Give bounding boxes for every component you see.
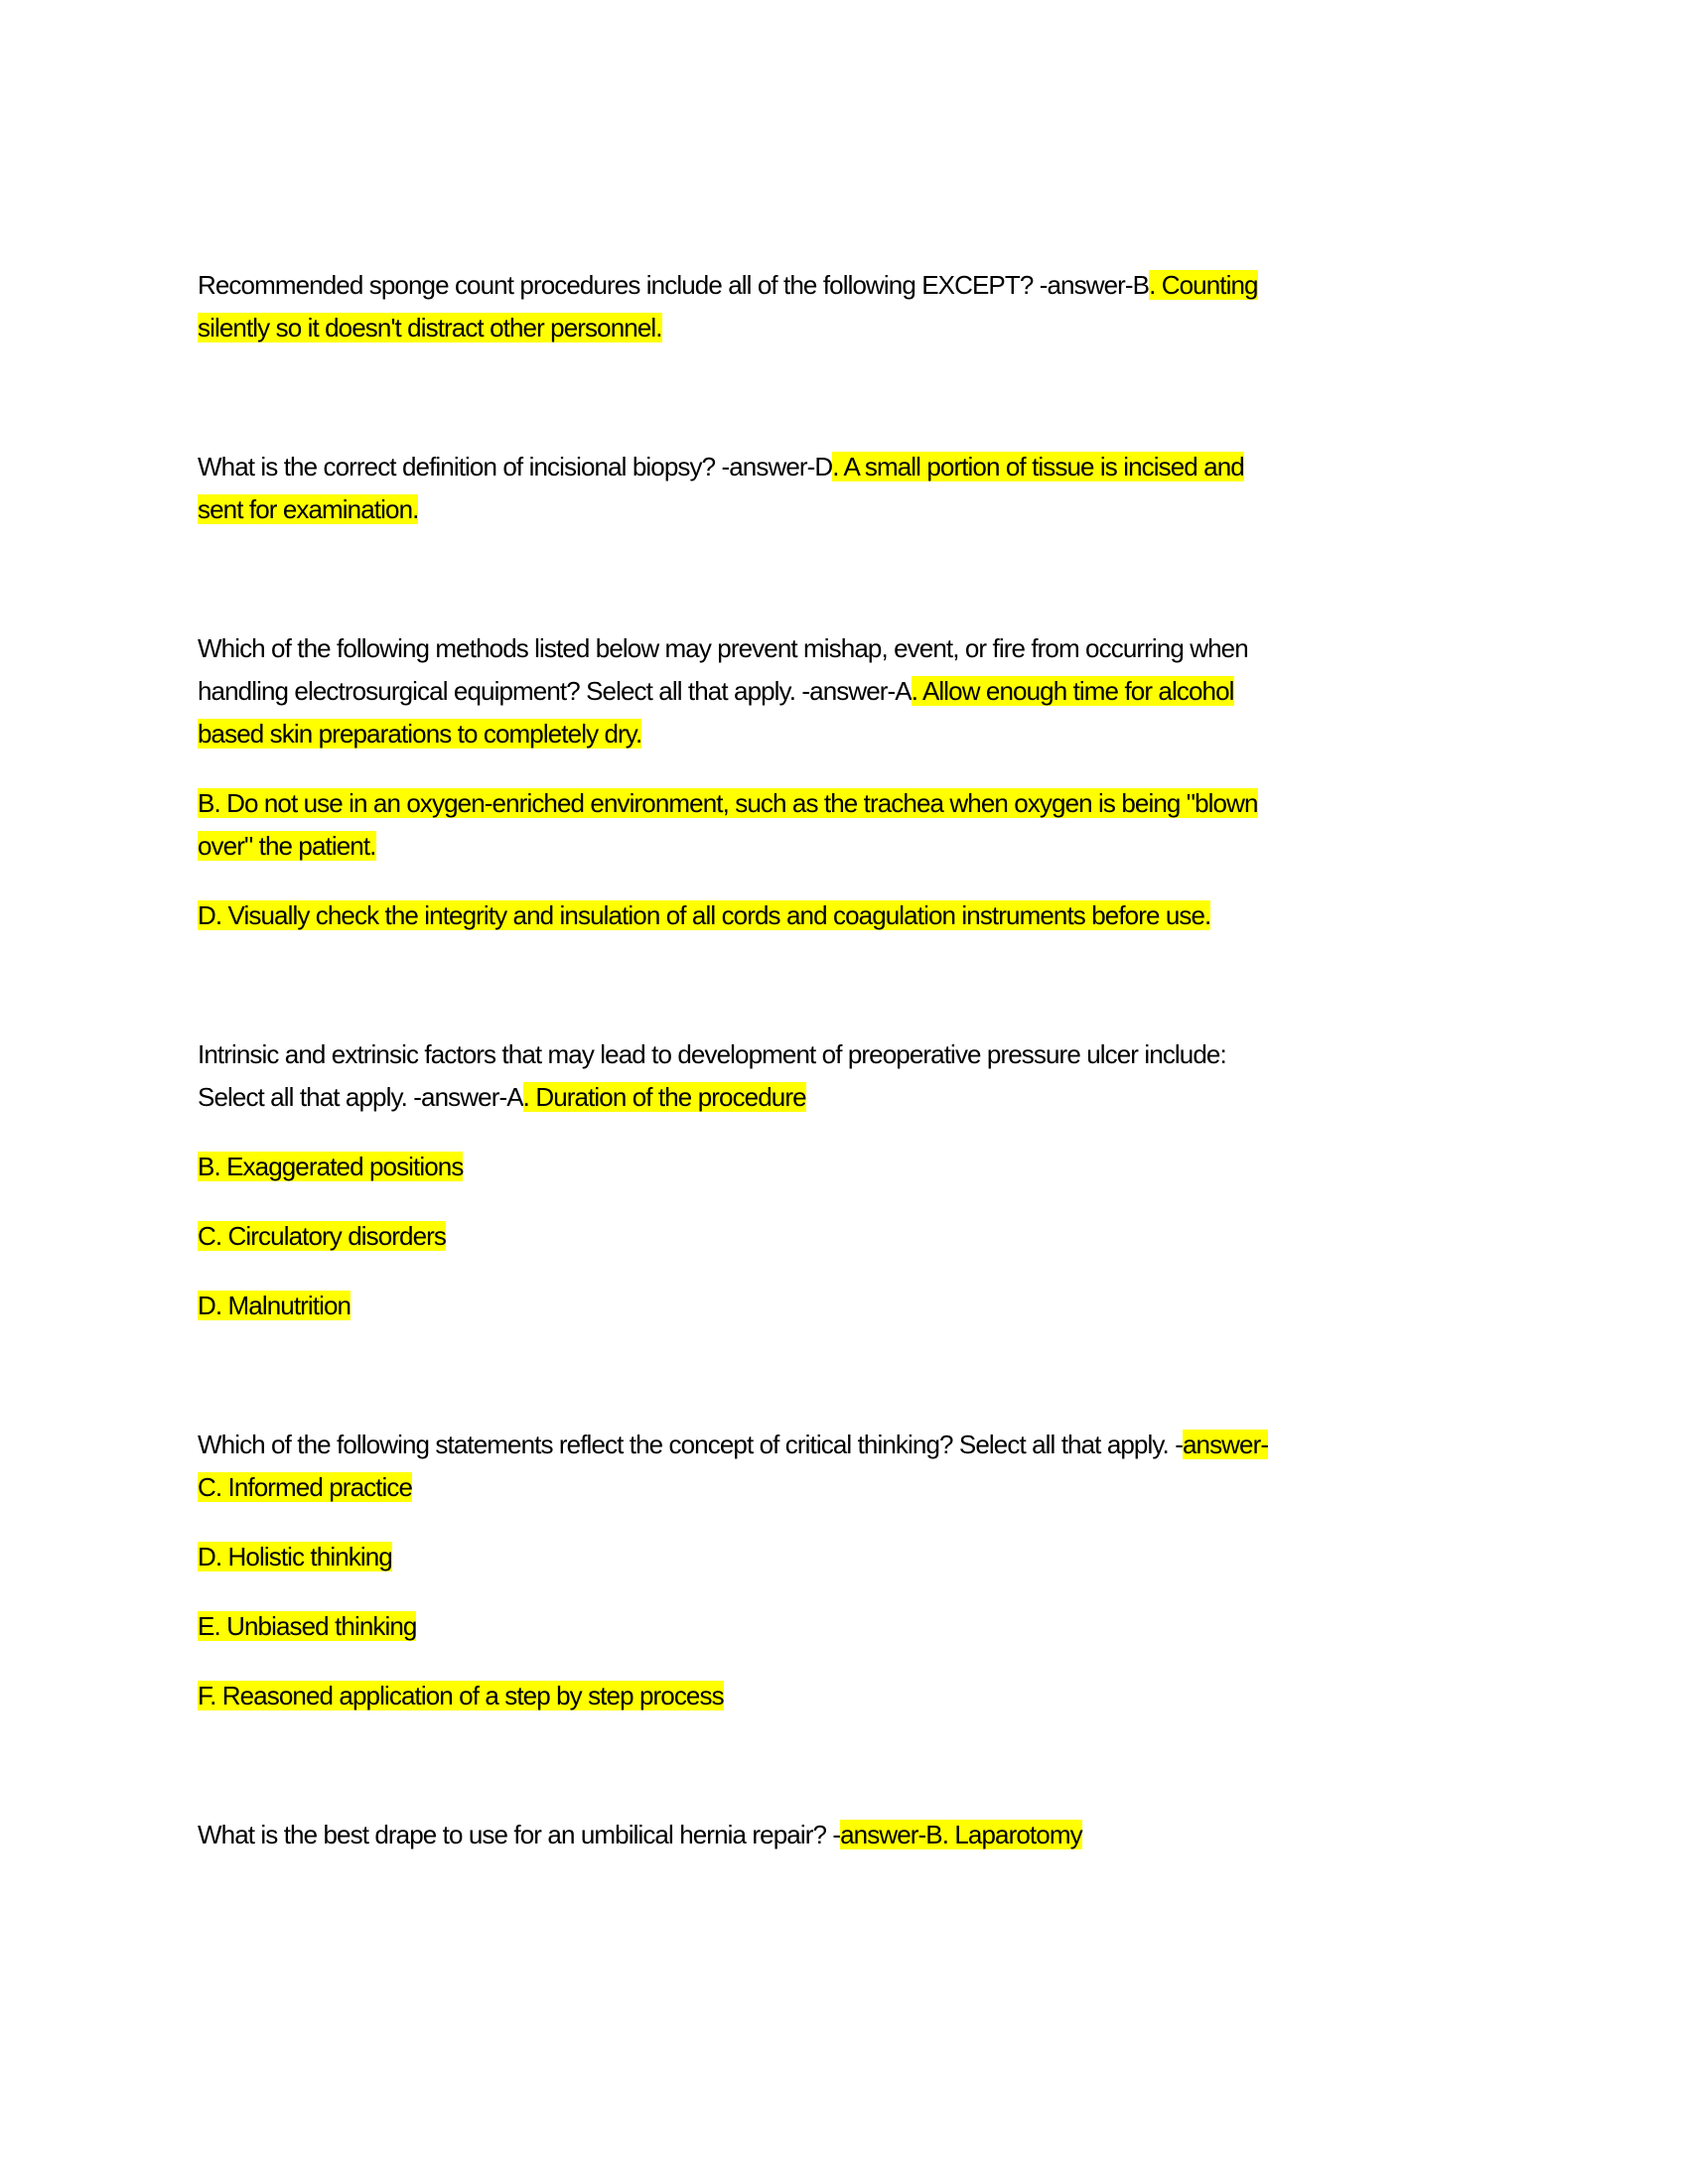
question-text: What is the best drape to use for an umbilical hernia repair? - [198,1820,841,1849]
highlighted-answer-text: B. Do not use in an oxygen-enriched environment, such as the trachea when oxygen is being "blown [198,788,1258,818]
answer-option [198,1285,1508,1327]
text-line [198,1215,1508,1258]
highlighted-answer-text: D. Holistic thinking [198,1542,392,1571]
question-text: Which of the following methods listed below may prevent mishap, event, or fire from occurring when [198,633,1248,663]
answer-option [198,1536,1508,1578]
text-line [198,1076,1508,1119]
text-line [198,627,1508,670]
highlighted-answer-text: C. Circulatory disorders [198,1221,447,1251]
text-line [198,1675,1508,1717]
highlighted-answer-text: . A small portion of tissue is incised and [832,452,1244,481]
text-line [198,488,1508,531]
question-text: Which of the following statements reflect the concept of critical thinking? Select all that apply. - [198,1430,1183,1459]
text-line [198,307,1508,349]
text-line [198,782,1508,825]
question-paragraph [198,1033,1508,1119]
question-paragraph [198,264,1508,349]
answer-option [198,1605,1508,1648]
highlighted-answer-text: B. Exaggerated positions [198,1152,464,1181]
text-line [198,1605,1508,1648]
text-line [198,1033,1508,1076]
highlighted-answer-text: over" the patient. [198,831,376,861]
question-text: Recommended sponge count procedures include all of the following EXCEPT? -answer-B [198,270,1150,300]
question-text: What is the correct definition of incisional biopsy? -answer-D [198,452,833,481]
highlighted-answer-text: answer-B. Laparotomy [840,1820,1082,1849]
question-text: Select all that apply. -answer-A [198,1082,523,1112]
text-line [198,825,1508,868]
highlighted-answer-text: . Duration of the procedure [522,1082,806,1112]
answer-option [198,1675,1508,1717]
document-body [198,264,1508,1856]
text-line [198,1146,1508,1188]
highlighted-answer-text: . Allow enough time for alcohol [911,676,1234,706]
text-line [198,713,1508,755]
text-line [198,1466,1508,1509]
question-paragraph [198,446,1508,531]
highlighted-answer-text: E. Unbiased thinking [198,1611,417,1641]
text-line [198,1285,1508,1327]
highlighted-answer-text: sent for examination. [198,494,419,524]
highlighted-answer-text: D. Visually check the integrity and insulation of all cords and coagulation instruments before use. [198,900,1211,930]
highlighted-answer-text: F. Reasoned application of a step by step process [198,1681,724,1710]
text-line [198,446,1508,488]
text-line [198,670,1508,713]
text-line [198,894,1508,937]
highlighted-answer-text: answer- [1182,1430,1269,1459]
answer-option [198,1215,1508,1258]
highlighted-answer-text: based skin preparations to completely dry. [198,719,642,749]
question-paragraph [198,627,1508,755]
answer-option [198,782,1508,868]
text-line [198,1814,1508,1856]
text-line [198,1424,1508,1466]
question-paragraph [198,1424,1508,1509]
answer-option [198,894,1508,937]
answer-option [198,1146,1508,1188]
text-line [198,1536,1508,1578]
question-text: handling electrosurgical equipment? Select all that apply. -answer-A [198,676,912,706]
highlighted-answer-text: . Counting [1149,270,1258,300]
highlighted-answer-text: C. Informed practice [198,1472,413,1502]
question-text: Intrinsic and extrinsic factors that may lead to development of preoperative pressure ulcer include: [198,1039,1226,1069]
question-paragraph [198,1814,1508,1856]
text-line [198,264,1508,307]
highlighted-answer-text: D. Malnutrition [198,1291,352,1320]
highlighted-answer-text: silently so it doesn't distract other personnel. [198,313,662,342]
